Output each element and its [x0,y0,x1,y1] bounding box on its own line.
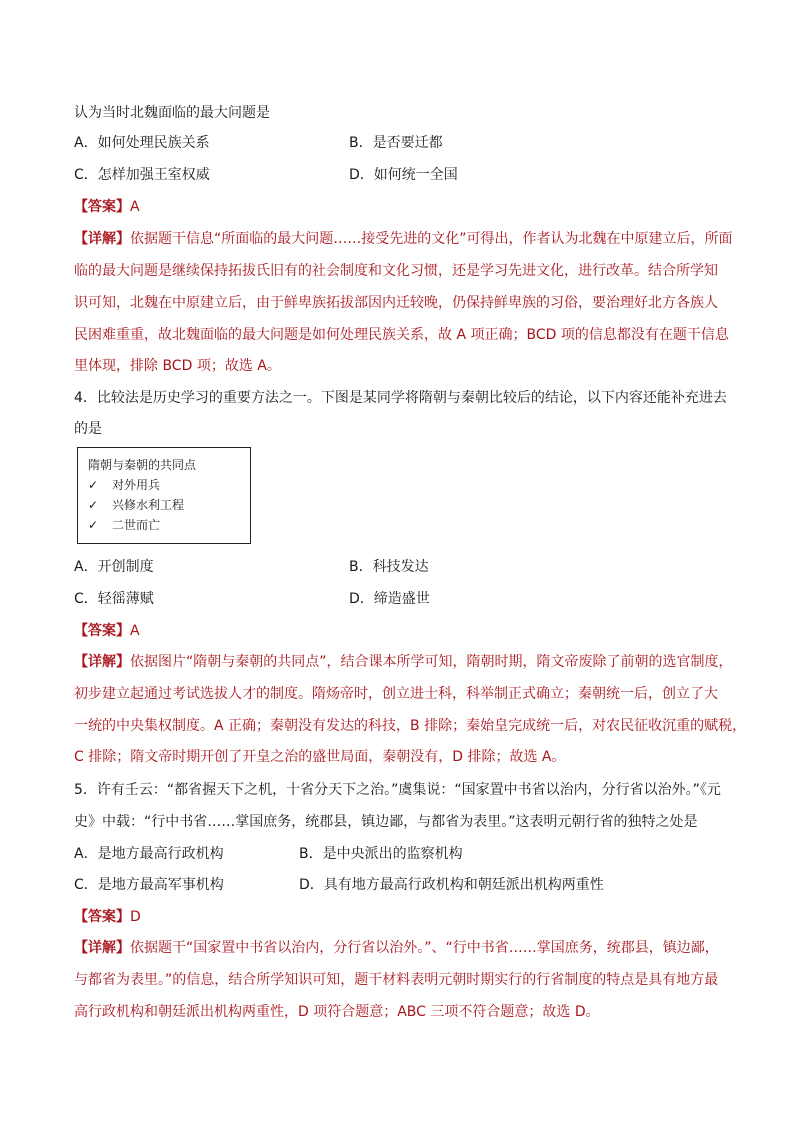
figure-item [88,496,184,513]
answer-tag: 【答案】 [74,623,130,639]
q5-option-a: A．是地方最高行政机构 [74,846,224,862]
q3-explain-line-1 [74,229,733,249]
q3-explain-line-4: 民困难重重，故北魏面临的最大问题是如何处理民族关系，故 A 项正确；BCD 项的信息都没有在题干信息 [74,327,729,343]
check-icon: ✓ [88,478,99,492]
q5-stem-line-2: 史》中载：“行中书省……掌国庶务，统郡县，镇边鄙，与都省为表里。”这表明元朝行省的独特之处是 [74,814,698,830]
q3-option-b: B．是否要迁都 [349,135,443,151]
figure-item-label: 二世而亡 [112,518,161,532]
figure-title: 隋朝与秦朝的共同点 [88,458,197,472]
explain-text: 依据图片“隋朝与秦朝的共同点”，结合课本所学可知，隋朝时期，隋文帝废除了前朝的选官制度， [130,654,733,670]
q3-explain-line-3: 识可知，北魏在中原建立后，由于鲜卑族拓拔部因内迁较晚，仍保持鲜卑族的习俗，要治理好北方各族人 [74,295,718,311]
explain-text: 依据题干“国家置中书省以治内，分行省以治外。”、“行中书省……掌国庶务，统郡县，镇边鄙， [130,940,719,956]
explain-tag: 【详解】 [74,654,130,670]
q4-explain-line-1 [74,652,733,672]
q4-explain-line-2: 初步建立起通过考试选拔人才的制度。隋炀帝时，创立进士科，科举制正式确立；秦朝统一后，创立了大 [74,686,718,702]
figure-item-label: 兴修水利工程 [112,498,185,512]
explain-tag: 【详解】 [74,231,130,247]
q3-explain-line-2: 临的最大问题是继续保持拓拔氏旧有的社会制度和文化习惯，还是学习先进文化，进行改革。结合所学知 [74,263,718,279]
q4-option-c: C．轻徭薄赋 [74,591,154,607]
q5-stem-line-1: 5．许有壬云：“都省握天下之机，十省分天下之治。”虞集说：“国家置中书省以治内，分行省以治外。”《元 [74,782,721,798]
q4-explain-line-4: C 排除；隋文帝时期开创了开皇之治的盛世局面，秦朝没有，D 排除；故选 A。 [74,749,566,765]
answer-tag: 【答案】 [74,199,130,215]
comparison-figure [77,447,251,544]
check-icon: ✓ [88,498,99,512]
answer-value: A [130,623,140,639]
q4-stem-line-1: 4．比较法是历史学习的重要方法之一。下图是某同学将隋朝与秦朝比较后的结论，以下内容还能补充进去 [74,390,727,406]
q4-stem-line-2: 的是 [74,421,102,437]
q5-option-d: D．具有地方最高行政机构和朝廷派出机构两重性 [299,877,604,893]
answer-value: A [130,199,140,215]
q4-option-a: A．开创制度 [74,559,154,575]
q3-explain-line-5: 里体现，排除 BCD 项；故选 A。 [74,358,281,374]
check-icon: ✓ [88,518,99,532]
q3-answer [74,197,724,217]
explain-text: 依据题干信息“所面临的最大问题……接受先进的文化”可得出，作者认为北魏在中原建立后，所面 [130,231,733,247]
q3-option-c: C．怎样加强王室权威 [74,167,210,183]
explain-tag: 【详解】 [74,940,130,956]
figure-item [88,476,160,493]
figure-item [88,516,160,533]
q4-option-b: B．科技发达 [349,559,429,575]
q4-option-d: D．缔造盛世 [349,591,430,607]
q3-option-d: D．如何统一全国 [349,167,458,183]
answer-tag: 【答案】 [74,909,130,925]
q5-explain-line-1 [74,938,724,958]
q5-explain-line-3: 高行政机构和朝廷派出机构两重性，D 项符合题意；ABC 三项不符合题意；故选 D。 [74,1004,600,1020]
q4-explain-line-3: 一统的中央集权制度。A 正确；秦朝没有发达的科技，B 排除；秦始皇完成统一后，对农民征收沉重的赋税， [74,718,747,734]
q3-option-a: A．如何处理民族关系 [74,135,210,151]
q5-option-c: C．是地方最高军事机构 [74,877,224,893]
q5-option-b: B．是中央派出的监察机构 [299,846,463,862]
q3-stem-tail: 认为当时北魏面临的最大问题是 [74,105,270,121]
answer-value: D [130,909,141,925]
q5-answer [74,907,724,927]
q4-answer [74,621,724,641]
figure-item-label: 对外用兵 [112,478,161,492]
q5-explain-line-2: 与都省为表里。”的信息，结合所学知识可知，题干材料表明元朝时期实行的行省制度的特点是具有地方最 [74,972,719,988]
